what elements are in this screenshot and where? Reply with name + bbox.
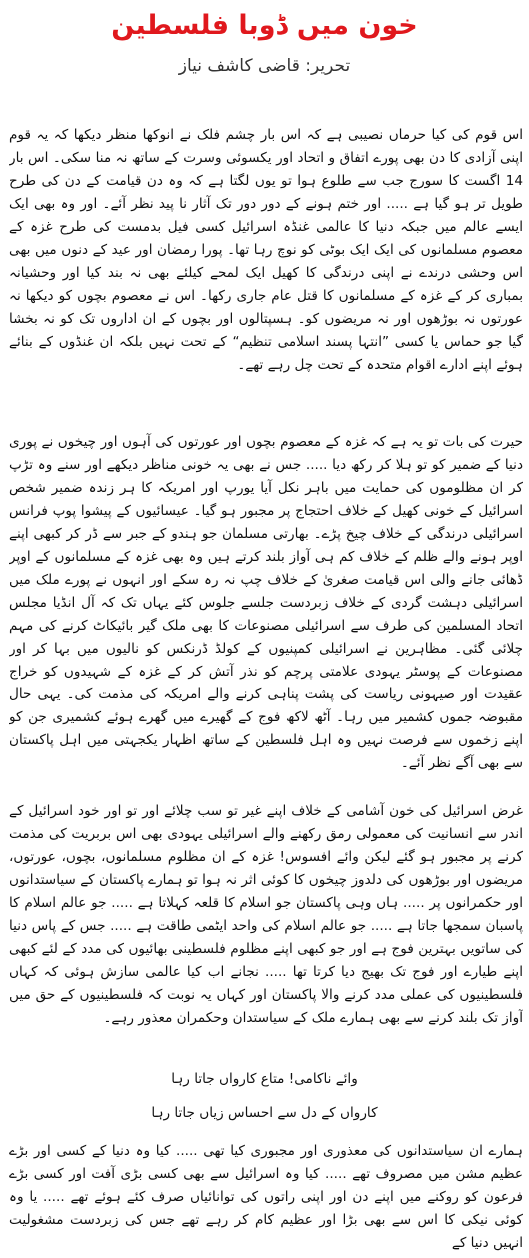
- article-byline: تحریر: قاضی کاشف نیاز: [178, 56, 351, 76]
- verse-line-2: کارواں کے دل سے احساس زیاں جاتا رہا: [151, 1105, 378, 1121]
- verse-line-1: وائے ناکامی! متاع کارواں جاتا رہا: [171, 1071, 358, 1087]
- paragraph-2: حیرت کی بات تو یہ ہے کہ غزہ کے معصوم بچوں اور عورتوں کی آہوں اور چیخوں نے پوری دنیا کے ضمیر کو تو ہلا کر رکھ دیا ..... جس نے بھی یہ خونی مناظر دیکھے اور سنے وہ تڑپ کر ان مظلوموں کی حمایت میں باہر نکل آیا یورپ اور امریکہ کا ہر زندہ ضمیر شخص اسرائیل کے خونی کھیل کے خلاف احتجاج پر مجبور ہو گیا۔ عیسائیوں کے پیشوا پوپ فرانس اسرائیلی درندگی کے خلاف چیخ پڑے۔ بھارتی مسلمان جو ہندو کے جبر سے ڈر کر کبھی اپنے اوپر ہونے والے ظلم کے خلاف کم ہی آواز بلند کرتے ہیں وہ بھی غزہ کے مسلمانوں کے اوپر ڈھائی جانے والی اس قیامت صغریٰ کے خلاف چپ نہ رہ سکے اور انہوں نے پورے ملک میں اسرائیلی دہشت گردی کے خلاف زبردست جلسے جلوس کئے یہاں تک کہ آل انڈیا مجلس اتحاد المسلمین کی طرف سے اسرائیلی مصنوعات کا بھی ملک گیر بائیکاٹ کرنے کی مہم چلائی گئی۔ مظاہرین نے اسرائیلی کمپنیوں کے کولڈ ڈرنکس کو نالیوں میں بہا کر اور مصنوعات کے پوسٹر یہودی علامتی پرچم کو نذر آتش کر کے غزہ کے شہیدوں کو خراج عقیدت اور صیہونی ریاست کی پشت پناہی کرنے والے امریکہ کی مذمت کی۔ یہی حال مقبوضہ جموں کشمیر میں رہا۔ آٹھ لاکھ فوج کے گھیرے میں گھرے ہوئے کشمیری جن کو اپنے زخموں سے فرصت نہیں وہ اہل فلسطین کے ساتھ اظہار یکجہتی میں اہل پاکستان سے بھی آگے نظر آئے۔: [9, 434, 523, 772]
- paragraph-4: ہمارے ان سیاستدانوں کی معذوری اور مجبوری کیا تھی ..... کیا وہ دنیا کے کسی اور بڑے عظیم مشن میں مصروف تھے ..... کیا وہ اسرائیل سے بھی کسی بڑی آفت اور کسی بڑے فرعون کو روکنے میں اپنے دن اور اپنی راتوں کی توانائیاں صرف کئے ہوئے تھے ..... یا وہ کوئی نیکی کا اس سے بھی بڑا اور عظیم کام کر رہے تھے جس کی زبردست مشغولیت انہیں دنیا کے: [9, 1143, 523, 1251]
- article-title: خون میں ڈوبا فلسطین: [111, 10, 418, 41]
- paragraph-1: اس قوم کی کیا حرماں نصیبی ہے کہ اس بار چشم فلک نے انوکھا منظر دیکھا کہ یہ قوم اپنی آزادی کا دن بھی پورے اتفاق و اتحاد اور یکسوئی وسرت کے ساتھ نہ منا سکی۔ اس بار 14 اگست کا سورج جب سے طلوع ہوا تو یوں لگتا ہے کہ وہ دن قیامت کے دن کی طرح طویل تر ہو گیا ہے ..... اور ختم ہونے کے دور دور تک آثار نا پید نظر آئے۔ اور وہ بھی ایک ایسے عالم میں جبکہ دنیا کا عالمی غنڈہ اسرائیل کسی فیل بدمست کی طرح غزہ کے معصوم مسلمانوں کی ایک ایک بوٹی کو نوچ رہا تھا۔ پورا رمضان اور عید کے دنوں میں بھی اس وحشی درندے نے اپنی درندگی کا کھیل ایک لمحے کیلئے بھی نہ بند کیا اور وحشیانہ بمباری کر کے غزہ کے مسلمانوں کا قتل عام جاری رکھا۔ اس نے معصوم بچوں کو دیکھا نہ عورتوں نہ بوڑھوں اور نہ مریضوں کو۔ ہسپتالوں اور بچوں کے ان اداروں تک کو نہ بخشا گیا جو حماس یا کسی ”انتہا پسند اسلامی تنظیم“ کے تحت نہیں بلکہ ان غنڈوں کے بنائے ہوئے اپنے ادارے اقوام متحدہ کے تحت چل رہے تھے۔: [9, 127, 523, 373]
- paragraph-3: غرض اسرائیل کی خون آشامی کے خلاف اپنے غیر تو سب چلائے اور تو اور خود اسرائیل کے اندر سے انسانیت کی معمولی رمق رکھنے والے اسرائیلی یہودی بھی اس بربریت کی مذمت کرنے پر مجبور ہو گئے لیکن وائے افسوس! غزہ کے ان مظلوم مسلمانوں، بچوں، عورتوں، مریضوں اور بوڑھوں کی دلدوز چیخوں کا کوئی اثر نہ ہوا تو ہمارے پاکستان کے سیاستدانوں اور حکمرانوں پر ..... ہاں وہی پاکستان جو اسلام کا قلعہ کہلاتا ہے ..... جو عالم اسلام کا پاسبان سمجھا جاتا ہے ..... جو عالم اسلام کی واحد ایٹمی طاقت ہے ..... جس کے پاس دنیا کی ساتویں بہترین فوج ہے اور جو کبھی اپنے مظلوم فلسطینی بھائیوں کی مدد کے لئے کبھی اپنے طیارے اور فوج تک بھیج دیا کرتا تھا ..... نجانے اب کیا عالمی سازش ہوئی کہ کہاں فلسطینیوں کی عملی مدد کرنے والا پاکستان اور کہاں یہ نوبت کہ فلسطینیوں کے حق میں آواز تک بلند کرنے سے بھی ہمارے ملک کے سیاستدان وحکمران معذور رہے۔: [9, 803, 523, 1026]
